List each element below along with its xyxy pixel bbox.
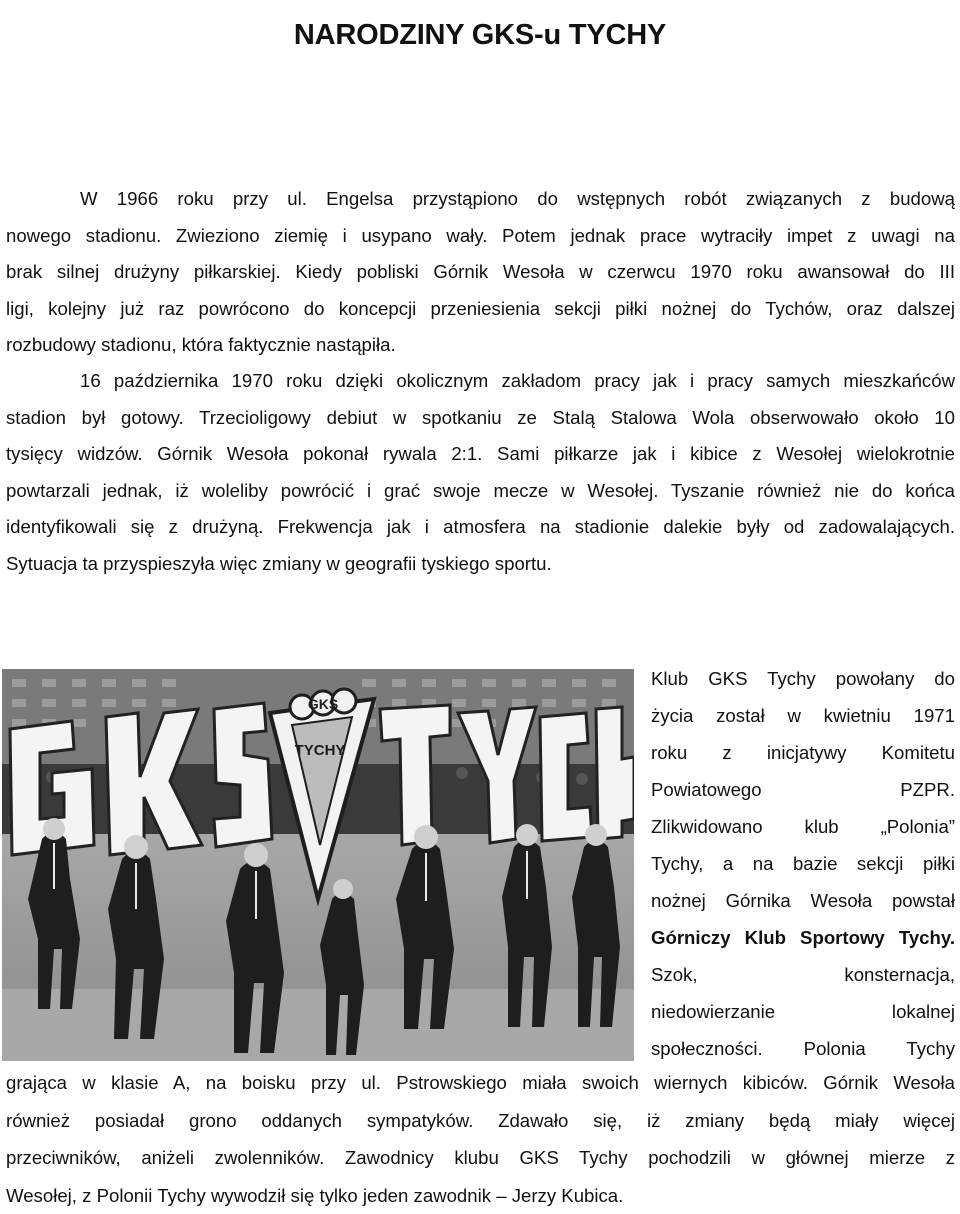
text-line: Zlikwidowano klub „Polonia” <box>651 808 955 845</box>
text-line: powtarzali jednak, iż woleliby powrócić i grać swoje mecze w Wesołej. Tyszanie również nie do końca <box>6 473 955 510</box>
paragraph-closing <box>6 1064 955 1214</box>
text-line: identyfikowali się z drużyną. Frekwencja jak i atmosfera na stadionie dalekie były od zadowalających. <box>6 509 955 546</box>
text-line: Tychy, a na bazie sekcji piłki <box>651 845 955 882</box>
page-title: NARODZINY GKS-u TYCHY <box>0 19 960 51</box>
parade-photo <box>2 669 634 1061</box>
paragraph-intro <box>6 181 955 364</box>
paragraph-stadium <box>6 363 955 582</box>
text-line: społeczności. Polonia Tychy <box>651 1030 955 1067</box>
text-line: brak silnej drużyny piłkarskiej. Kiedy pobliski Górnik Wesoła w czerwcu 1970 roku awansował do III <box>6 254 955 291</box>
sidebar-paragraph <box>651 660 955 1067</box>
text-line: grająca w klasie A, na boisku przy ul. Pstrowskiego miała swoich wiernych kibiców. Górnik Wesoła <box>6 1064 955 1102</box>
text-line: 16 października 1970 roku dzięki okolicznym zakładom pracy jak i pracy samych mieszkańców <box>6 363 955 400</box>
club-name-bold: Górniczy Klub Sportowy Tychy. <box>651 919 955 956</box>
text-line: ligi, kolejny już raz powrócono do koncepcji przeniesienia sekcji piłki nożnej do Tychów, oraz dalszej <box>6 291 955 328</box>
text-line: Szok, konsternacja, <box>651 956 955 993</box>
parade-photo-image <box>2 669 634 1061</box>
text-line: nożnej Górnika Wesoła powstał <box>651 882 955 919</box>
text-line: nowego stadionu. Zwieziono ziemię i usypano wały. Potem jednak prace wytraciły impet z uwagi na <box>6 218 955 255</box>
text-line: życia został w kwietniu 1971 <box>651 697 955 734</box>
text-line: również posiadał grono oddanych sympatyków. Zdawało się, iż zmiany będą miały więcej <box>6 1102 955 1140</box>
emblem-bottom-text: TYCHY <box>295 742 346 759</box>
text-line: tysięcy widzów. Górnik Wesoła pokonał rywala 2:1. Sami piłkarze jak i kibice z Wesołej wielokrotnie <box>6 436 955 473</box>
text-line: niedowierzanie lokalnej <box>651 993 955 1030</box>
text-line: Sytuacja ta przyspieszyła więc zmiany w geografii tyskiego sportu. <box>6 546 955 583</box>
text-line: Wesołej, z Polonii Tychy wywodził się tylko jeden zawodnik – Jerzy Kubica. <box>6 1177 955 1214</box>
text-line: W 1966 roku przy ul. Engelsa przystąpiono do wstępnych robót związanych z budową <box>6 181 955 218</box>
text-line: stadion był gotowy. Trzecioligowy debiut w spotkaniu ze Stalą Stalowa Wola obserwowało około 10 <box>6 400 955 437</box>
text-line: przeciwników, aniżeli zwolenników. Zawodnicy klubu GKS Tychy pochodzili w głównej mierze z <box>6 1139 955 1177</box>
emblem-top-text: GKS <box>308 696 338 712</box>
text-line: rozbudowy stadionu, która faktycznie nastąpiła. <box>6 327 955 364</box>
text-line: roku z inicjatywy Komitetu <box>651 734 955 771</box>
text-line: Powiatowego PZPR. <box>651 771 955 808</box>
text-line: Klub GKS Tychy powołany do <box>651 660 955 697</box>
